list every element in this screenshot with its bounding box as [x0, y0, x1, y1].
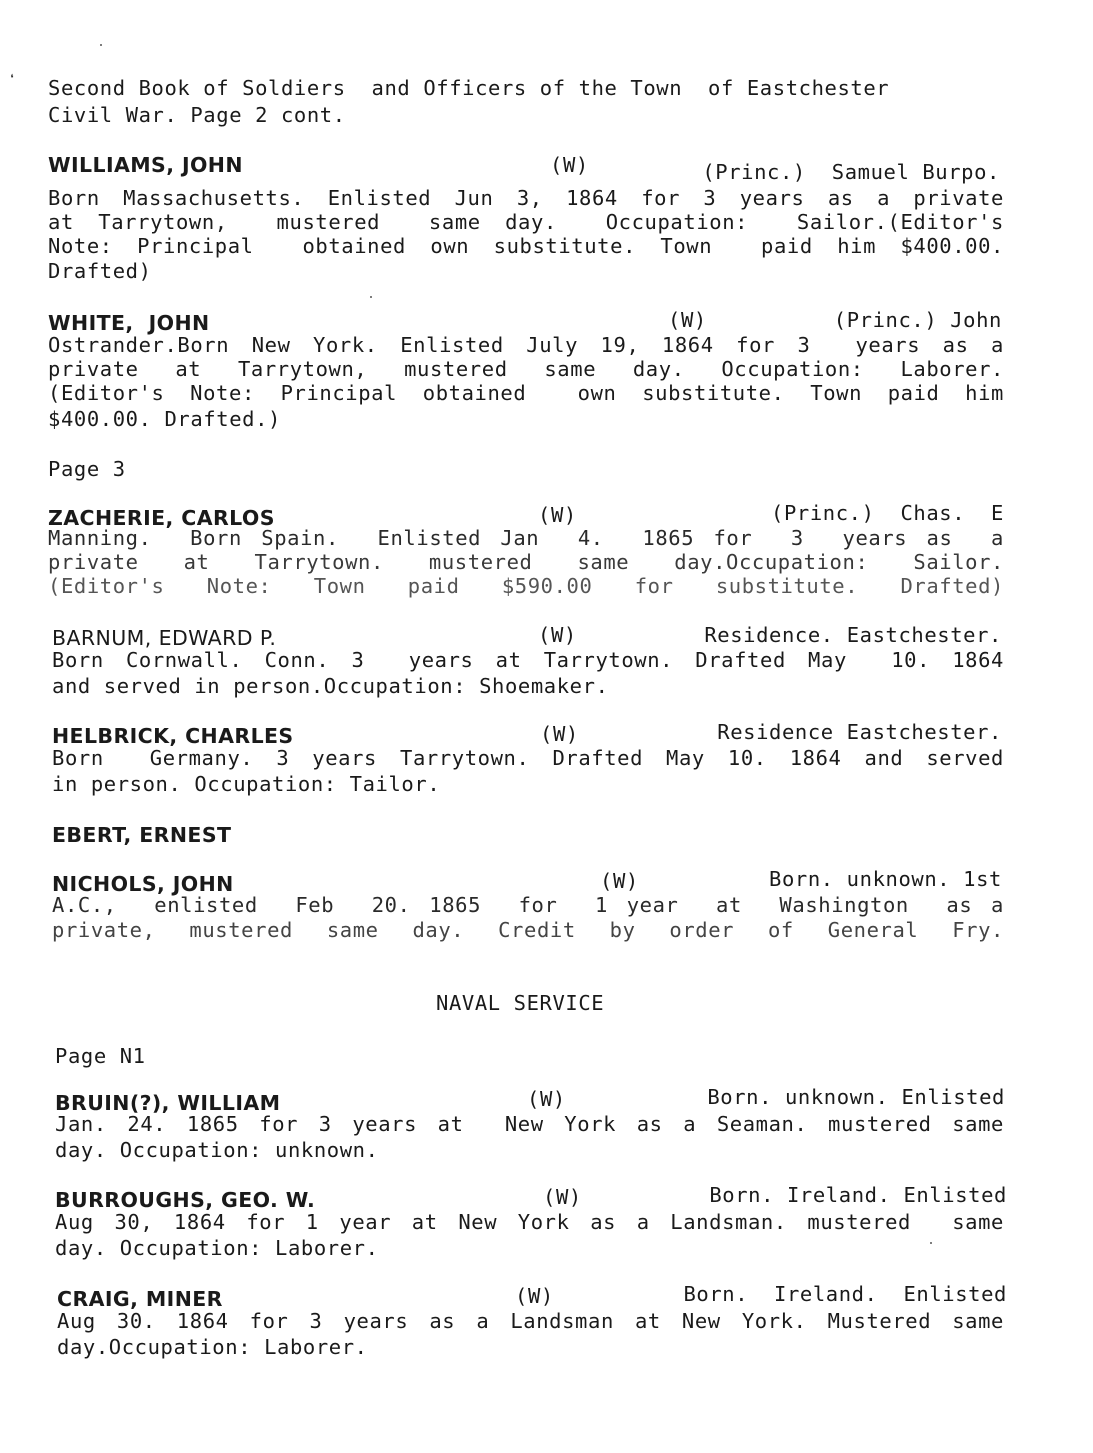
- entry-line: day. Occupation: Laborer.: [55, 1236, 379, 1260]
- scan-speck: [370, 296, 372, 298]
- entry-race: (W): [527, 1087, 566, 1111]
- entry-header-tail: Residence. Eastchester.: [704, 623, 1002, 647]
- entry-line: private, mustered same day. Credit by order of General Fry.: [52, 918, 1004, 942]
- entry-header-tail: Born. unknown. Enlisted: [707, 1085, 1005, 1109]
- entry-race: (W): [538, 623, 577, 647]
- entry-header-tail: Born. unknown. 1st: [769, 867, 1002, 891]
- entry-race: (W): [550, 153, 589, 177]
- entry-name: WHITE, JOHN: [48, 311, 210, 335]
- entry-line: Aug 30, 1864 for 1 year at New York as a Landsman. mustered same: [55, 1210, 1004, 1234]
- entry-line: day.Occupation: Laborer.: [57, 1335, 368, 1359]
- entry-line: (Editor's Note: Principal obtained own substitute. Town paid him: [48, 381, 1004, 405]
- entry-line: Born Massachusetts. Enlisted Jun 3, 1864 for 3 years as a private: [48, 186, 1004, 210]
- entry-line: Drafted): [48, 259, 152, 283]
- entry-name: ZACHERIE, CARLOS: [48, 506, 275, 530]
- entry-race: (W): [668, 308, 707, 332]
- entry-race: (W): [538, 503, 577, 527]
- entry-line: day. Occupation: unknown.: [55, 1138, 379, 1162]
- entry-line: and served in person.Occupation: Shoemaker.: [52, 674, 609, 698]
- entry-line: Born Germany. 3 years Tarrytown. Drafted May 10. 1864 and served: [52, 746, 1004, 770]
- margin-mark: ❛: [8, 72, 17, 88]
- document-title-line2: Civil War. Page 2 cont.: [48, 103, 346, 127]
- entry-header: [52, 722, 1002, 748]
- entry-line: Manning. Born Spain. Enlisted Jan 4. 1865 for 3 years as a: [48, 526, 1004, 550]
- document-title-line1: Second Book of Soldiers and Officers of the Town of Eastchester: [48, 76, 890, 100]
- entry-header: [48, 155, 1000, 185]
- section-title: NAVAL SERVICE: [436, 991, 605, 1015]
- entry-race: (W): [543, 1185, 582, 1209]
- entry-line: (Editor's Note: Town paid $590.00 for substitute. Drafted): [48, 574, 1004, 598]
- entry-header: [55, 1087, 1005, 1113]
- entry-header-tail: (Princ.) Chas. E: [771, 501, 1004, 525]
- scan-speck: [930, 1242, 932, 1244]
- entry-name: BURROUGHS, GEO. W.: [55, 1188, 316, 1212]
- entry-race: (W): [600, 869, 639, 893]
- entry-line: Note: Principal obtained own substitute. Town paid him $400.00.: [48, 234, 1004, 258]
- entry-line: at Tarrytown, mustered same day. Occupation: Sailor.(Editor's: [48, 210, 1004, 234]
- entry-header: [57, 1284, 1007, 1310]
- page-label: Page 3: [48, 457, 126, 481]
- entry-header-tail: Born. Ireland. Enlisted: [683, 1282, 1007, 1306]
- entry-line: $400.00. Drafted.): [48, 407, 281, 431]
- entry-line: A.C., enlisted Feb 20. 1865 for 1 year at Washington as a: [52, 893, 1004, 917]
- entry-name: NICHOLS, JOHN: [52, 872, 234, 896]
- entry-header-tail: Born. Ireland. Enlisted: [709, 1183, 1007, 1207]
- entry-header: [55, 1185, 1007, 1211]
- entry-line: in person. Occupation: Tailor.: [52, 772, 441, 796]
- page-label: Page N1: [55, 1044, 146, 1068]
- entry-line: Aug 30. 1864 for 3 years as a Landsman at New York. Mustered same: [57, 1309, 1004, 1333]
- entry-header: [52, 869, 1002, 895]
- entry-line: Born Cornwall. Conn. 3 years at Tarrytown. Drafted May 10. 1864: [52, 648, 1004, 672]
- entry-name: WILLIAMS, JOHN: [48, 153, 243, 177]
- entry-header-tail: Residence Eastchester.: [717, 720, 1002, 744]
- scan-speck: [100, 44, 102, 46]
- entry-race: (W): [515, 1284, 554, 1308]
- entry-race: (W): [540, 722, 579, 746]
- entry-header-tail: (Princ.) John: [833, 308, 1002, 332]
- entry-name: BARNUM, EDWARD P.: [52, 626, 277, 650]
- entry-header-tail: (Princ.) Samuel Burpo.: [702, 160, 1000, 184]
- entry-line: private at Tarrytown. mustered same day.Occupation: Sailor.: [48, 550, 1004, 574]
- entry-name: HELBRICK, CHARLES: [52, 724, 294, 748]
- entry-line: private at Tarrytown, mustered same day. Occupation: Laborer.: [48, 357, 1004, 381]
- entry-name: CRAIG, MINER: [57, 1287, 223, 1311]
- entry-name: EBERT, ERNEST: [52, 823, 232, 847]
- entry-line: Jan. 24. 1865 for 3 years at New York as a Seaman. mustered same: [55, 1112, 1004, 1136]
- entry-line: Ostrander.Born New York. Enlisted July 19, 1864 for 3 years as a: [48, 333, 1004, 357]
- entry-name: BRUIN(?), WILLIAM: [55, 1091, 281, 1115]
